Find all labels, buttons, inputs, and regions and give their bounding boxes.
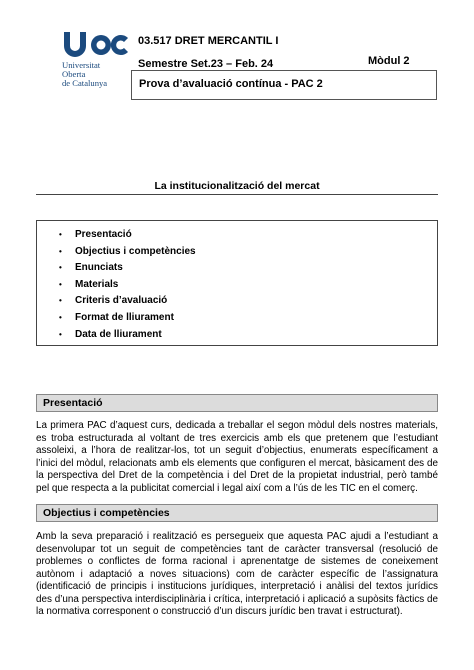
university-name-line-1: Universitat: [62, 60, 101, 70]
toc-item-label: Presentació: [75, 229, 132, 240]
bullet-icon: •: [59, 312, 62, 322]
section-heading: Presentació: [43, 397, 103, 409]
bullet-icon: •: [59, 279, 62, 289]
title-divider: [36, 194, 438, 195]
toc-item-label: Format de lliurament: [75, 311, 174, 323]
table-of-contents: [36, 220, 438, 346]
bullet-icon: •: [59, 296, 62, 306]
university-name-line-2: Oberta: [62, 69, 86, 79]
section-body-objectius: Amb la seva preparació i realització es persegueix que aquesta PAC ajudi a l’estudiant a desenvolupar tot un seguit de competències tant de caràcter transversal (resolució de problemes o conflictes de forma racional i aprenentatge de sistemes de coneixement autònom i adaptació a noves situacions) com de caràcter específic de l’assignatura (identificació de principis i institucions jurídiques, interpretació i anàlisi del textos jurídics des d’una perspectiva interdisciplinària i crítica, interpretació i aplicació a supòsits fàctics de la normativa corresponent o construcció d’un discurs jurídic ben travat i estructurat).: [36, 531, 438, 617]
assessment-title: Prova d’avaluació contínua - PAC 2: [139, 78, 323, 90]
university-name-line-3: de Catalunya: [62, 78, 108, 88]
bullet-icon: •: [59, 329, 62, 339]
page-title: La institucionalització del mercat: [154, 180, 320, 192]
module-label: Mòdul 2: [368, 55, 410, 67]
assessment-box: [131, 70, 437, 100]
toc-item-label: Enunciats: [75, 262, 123, 274]
toc-item-label: Objectius i competències: [75, 245, 196, 257]
course-title: 03.517 DRET MERCANTIL I: [138, 35, 279, 47]
semester-label: Semestre Set.23 – Feb. 24: [138, 58, 274, 70]
toc-item-label: Materials: [75, 278, 119, 290]
section-body-presentacio: La primera PAC d’aquest curs, dedicada a treballar el segon mòdul dels nostres materials, es troba estructurada al voltant de tres exercicis amb els que pretenem que l’estudiant assoleixi, a l’hora de realitzar-los, tot un seguit d’objectius, enumerats específicament a l’inici del mòdul, relacionats amb els elements que configuren el mercat, bàsicament des de la perspectiva del Dret de la competència i del Dret de la propietat industrial, però també pel que respecta a la publicitat comercial i legal així com a l’ús de les TIC en el comerç.: [36, 420, 438, 494]
toc-item-label: Data de lliurament: [75, 328, 162, 340]
section-header-objectius: [36, 504, 438, 522]
bullet-icon: •: [59, 230, 62, 239]
section-heading: Objectius i competències: [43, 507, 170, 519]
uoc-logo-icon: [62, 30, 130, 58]
university-name: [62, 61, 107, 88]
bullet-icon: •: [59, 246, 62, 256]
toc-item-label: Criteris d’avaluació: [75, 295, 168, 307]
bullet-icon: •: [59, 263, 62, 273]
section-header-presentacio: [36, 394, 438, 412]
